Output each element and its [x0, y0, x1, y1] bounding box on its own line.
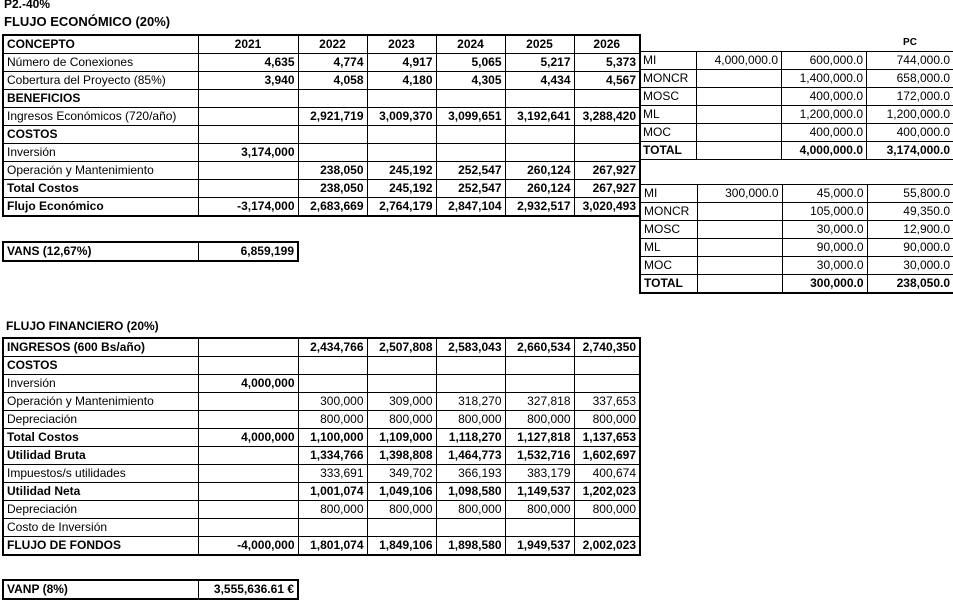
table-row: [3, 180, 640, 198]
table-cell: [198, 162, 298, 180]
table-cell: 2,764,179: [367, 198, 436, 217]
table-cell: 3,174,000.0: [867, 142, 953, 160]
table-cell: [436, 126, 505, 144]
table-row: [3, 537, 640, 556]
table-cell: 3,099,651: [436, 108, 505, 126]
table-row: [640, 257, 953, 275]
table-cell: [574, 375, 640, 393]
table-cell: 300,000.0: [782, 275, 867, 294]
table-cell: 12,900.0: [867, 221, 953, 239]
table-cell: 800,000: [505, 411, 574, 429]
table-cell: 1,100,000: [298, 429, 367, 447]
table-cell: 1,137,653: [574, 429, 640, 447]
table-cell: 4,000,000.0: [782, 142, 867, 160]
table-cell: 300,000.0: [697, 185, 782, 203]
table-cell: [574, 90, 640, 108]
blank-cell: [782, 34, 867, 52]
vans-box: [2, 241, 299, 262]
table-cell: 30,000.0: [782, 257, 867, 275]
row-label: Total Costos: [3, 180, 198, 198]
row-code: TOTAL: [640, 275, 697, 294]
column-header: CONCEPTO: [3, 35, 198, 54]
economic-flow-table: [2, 34, 641, 217]
row-code: MOSC: [640, 221, 697, 239]
table-cell: [697, 142, 782, 160]
row-label: Utilidad Bruta: [3, 447, 198, 465]
table-row: [3, 393, 640, 411]
table-cell: [697, 275, 782, 294]
table-cell: 327,818: [505, 393, 574, 411]
table-cell: 400,000.0: [782, 124, 867, 142]
row-label: INGRESOS (600 Bs/año): [3, 338, 198, 357]
table-row: [3, 108, 640, 126]
table-row: [640, 106, 953, 124]
table-cell: [367, 519, 436, 537]
economic-flow-title: FLUJO ECONÓMICO (20%): [4, 14, 171, 29]
table-cell: 658,000.0: [867, 70, 953, 88]
table-cell: 267,927: [574, 162, 640, 180]
row-code: MI: [640, 52, 697, 70]
table-row: [640, 221, 953, 239]
table-cell: 1,109,000: [367, 429, 436, 447]
table-cell: 4,567: [574, 72, 640, 90]
table-cell: 4,058: [298, 72, 367, 90]
table-cell: 1,334,766: [298, 447, 367, 465]
row-label: Inversión: [3, 375, 198, 393]
table-cell: 1,849,106: [367, 537, 436, 556]
table-cell: [198, 108, 298, 126]
table-cell: 2,660,534: [505, 338, 574, 357]
blank-cell: [697, 34, 782, 52]
table-cell: [436, 519, 505, 537]
table-cell: 5,217: [505, 54, 574, 72]
row-code: MOC: [640, 257, 697, 275]
table-cell: [574, 519, 640, 537]
table-cell: 90,000.0: [782, 239, 867, 257]
table-cell: 1,898,580: [436, 537, 505, 556]
table-row: [3, 72, 640, 90]
table-cell: 267,927: [574, 180, 640, 198]
table-cell: 1,098,580: [436, 483, 505, 501]
table-cell: 1,532,716: [505, 447, 574, 465]
table-cell: [198, 338, 298, 357]
table-cell: 1,001,074: [298, 483, 367, 501]
table-cell: 2,932,517: [505, 198, 574, 217]
table-cell: 1,602,697: [574, 447, 640, 465]
financial-flow-table: [2, 337, 641, 556]
table-cell: 4,000,000: [198, 429, 298, 447]
table-cell: [367, 144, 436, 162]
table-cell: [298, 357, 367, 375]
table-cell: 4,434: [505, 72, 574, 90]
table-cell: 1,464,773: [436, 447, 505, 465]
row-code: MOSC: [640, 88, 697, 106]
table-cell: 2,847,104: [436, 198, 505, 217]
table-row: [3, 338, 640, 357]
table-cell: [505, 519, 574, 537]
table-row: [3, 162, 640, 180]
table-cell: 252,547: [436, 180, 505, 198]
table-cell: 300,000: [298, 393, 367, 411]
table-row: [3, 126, 640, 144]
table-cell: 2,921,719: [298, 108, 367, 126]
table-row: [640, 88, 953, 106]
table-cell: 3,192,641: [505, 108, 574, 126]
row-label: Operación y Mantenimiento: [3, 162, 198, 180]
table-cell: 55,800.0: [867, 185, 953, 203]
table-cell: [367, 126, 436, 144]
table-cell: [436, 144, 505, 162]
row-label: Cobertura del Proyecto (85%): [3, 72, 198, 90]
table-cell: [574, 144, 640, 162]
column-header: 2021: [198, 35, 298, 54]
table-cell: 349,702: [367, 465, 436, 483]
table-row: [3, 519, 640, 537]
table-cell: 1,202,023: [574, 483, 640, 501]
table-cell: 49,350.0: [867, 203, 953, 221]
row-label: Operación y Mantenimiento: [3, 393, 198, 411]
table-cell: 4,774: [298, 54, 367, 72]
table-cell: [436, 90, 505, 108]
table-cell: [697, 221, 782, 239]
row-label: Flujo Económico: [3, 198, 198, 217]
row-label: Inversión: [3, 144, 198, 162]
table-cell: 105,000.0: [782, 203, 867, 221]
table-cell: 800,000: [574, 501, 640, 519]
table-cell: [198, 465, 298, 483]
vanp-value: 3,555,636.61 €: [198, 580, 298, 599]
table-cell: 800,000: [505, 501, 574, 519]
row-code: ML: [640, 239, 697, 257]
table-cell: 5,065: [436, 54, 505, 72]
table-cell: [198, 357, 298, 375]
row-label: Utilidad Neta: [3, 483, 198, 501]
table-cell: 3,020,493: [574, 198, 640, 217]
table-cell: 1,200,000.0: [782, 106, 867, 124]
row-label: Costo de Inversión: [3, 519, 198, 537]
column-header: 2025: [505, 35, 574, 54]
table-cell: 333,691: [298, 465, 367, 483]
table-cell: [198, 180, 298, 198]
table-row: [640, 52, 953, 70]
table-cell: 252,547: [436, 162, 505, 180]
financial-flow-title: FLUJO FINANCIERO (20%): [6, 319, 159, 333]
table-row: [640, 142, 953, 160]
table-row: [640, 239, 953, 257]
row-label: Total Costos: [3, 429, 198, 447]
table-cell: 2,002,023: [574, 537, 640, 556]
table-cell: 1,398,808: [367, 447, 436, 465]
table-cell: [697, 70, 782, 88]
table-cell: 3,940: [198, 72, 298, 90]
table-row: [3, 447, 640, 465]
sheet-title: P2.-40%: [4, 0, 51, 11]
table-cell: 800,000: [367, 501, 436, 519]
table-cell: 383,179: [505, 465, 574, 483]
table-cell: 238,050.0: [867, 275, 953, 294]
table-cell: [697, 239, 782, 257]
cost-breakdown-table-1: [639, 34, 953, 160]
column-header: 2026: [574, 35, 640, 54]
table-cell: 366,193: [436, 465, 505, 483]
table-cell: 3,009,370: [367, 108, 436, 126]
table-row: [3, 429, 640, 447]
table-cell: 1,049,106: [367, 483, 436, 501]
table-cell: [367, 357, 436, 375]
table-row: [640, 185, 953, 203]
table-cell: [298, 144, 367, 162]
row-code: ML: [640, 106, 697, 124]
row-label: Número de Conexiones: [3, 54, 198, 72]
table-cell: 245,192: [367, 162, 436, 180]
row-label: COSTOS: [3, 357, 198, 375]
table-cell: 90,000.0: [867, 239, 953, 257]
table-cell: 318,270: [436, 393, 505, 411]
table-cell: [198, 501, 298, 519]
row-code: MOC: [640, 124, 697, 142]
table-cell: [198, 393, 298, 411]
table-cell: [697, 124, 782, 142]
table-row: [3, 483, 640, 501]
table-row: [3, 54, 640, 72]
table-cell: 238,050: [298, 162, 367, 180]
table-cell: [697, 106, 782, 124]
table-cell: 1,127,818: [505, 429, 574, 447]
vans-label: VANS (12,67%): [3, 242, 198, 261]
table-cell: 800,000: [367, 411, 436, 429]
cost-breakdown-table-2: [639, 184, 953, 294]
table-cell: [697, 257, 782, 275]
table-cell: 1,118,270: [436, 429, 505, 447]
table-cell: [198, 126, 298, 144]
table-cell: [367, 90, 436, 108]
table-cell: [697, 88, 782, 106]
table-cell: 800,000: [436, 411, 505, 429]
table-cell: 3,174,000: [198, 144, 298, 162]
table-cell: 260,124: [505, 162, 574, 180]
table-row: [3, 90, 640, 108]
table-row: [640, 70, 953, 88]
table-cell: 800,000: [298, 501, 367, 519]
column-header: 2022: [298, 35, 367, 54]
table-cell: [198, 519, 298, 537]
table-row: [640, 203, 953, 221]
table-cell: 400,674: [574, 465, 640, 483]
row-label: Ingresos Económicos (720/año): [3, 108, 198, 126]
table-cell: 800,000: [574, 411, 640, 429]
row-label: FLUJO DE FONDOS: [3, 537, 198, 556]
table-cell: -4,000,000: [198, 537, 298, 556]
table-cell: [298, 519, 367, 537]
table-cell: 1,200,000.0: [867, 106, 953, 124]
table-cell: 337,653: [574, 393, 640, 411]
table-cell: 4,635: [198, 54, 298, 72]
table-cell: 400,000.0: [782, 88, 867, 106]
table-cell: [198, 411, 298, 429]
table-row: [3, 198, 640, 217]
table-cell: 400,000.0: [867, 124, 953, 142]
table-cell: 2,683,669: [298, 198, 367, 217]
table-cell: 4,917: [367, 54, 436, 72]
table-cell: [436, 357, 505, 375]
table-cell: 1,400,000.0: [782, 70, 867, 88]
table-row: [3, 144, 640, 162]
row-code: TOTAL: [640, 142, 697, 160]
vans-value: 6,859,199: [198, 242, 298, 261]
table-row: [640, 124, 953, 142]
table-header-row: [3, 35, 640, 54]
table-cell: 30,000.0: [867, 257, 953, 275]
table-cell: 45,000.0: [782, 185, 867, 203]
row-label: BENEFICIOS: [3, 90, 198, 108]
table-cell: 1,149,537: [505, 483, 574, 501]
pc-header: PC: [903, 37, 917, 48]
row-label: Depreciación: [3, 411, 198, 429]
row-label: Depreciación: [3, 501, 198, 519]
table-cell: 4,000,000: [198, 375, 298, 393]
table-cell: -3,174,000: [198, 198, 298, 217]
table-cell: [298, 90, 367, 108]
row-label: COSTOS: [3, 126, 198, 144]
table-cell: [574, 357, 640, 375]
table-cell: 2,583,043: [436, 338, 505, 357]
table-row: [3, 375, 640, 393]
row-code: MONCR: [640, 70, 697, 88]
table-cell: 800,000: [436, 501, 505, 519]
blank-cell: [640, 34, 697, 52]
table-cell: [505, 126, 574, 144]
table-cell: 245,192: [367, 180, 436, 198]
table-cell: 238,050: [298, 180, 367, 198]
vanp-label: VANP (8%): [3, 580, 198, 599]
table-cell: 309,000: [367, 393, 436, 411]
table-cell: 2,740,350: [574, 338, 640, 357]
table-row: [3, 357, 640, 375]
table-cell: 172,000.0: [867, 88, 953, 106]
row-label: Impuestos/s utilidades: [3, 465, 198, 483]
table-row: [640, 275, 953, 294]
table-cell: 260,124: [505, 180, 574, 198]
table-cell: 4,000,000.0: [697, 52, 782, 70]
column-header: 2023: [367, 35, 436, 54]
table-cell: [505, 90, 574, 108]
table-row: [3, 501, 640, 519]
row-code: MONCR: [640, 203, 697, 221]
table-cell: [198, 483, 298, 501]
table-cell: 600,000.0: [782, 52, 867, 70]
table-cell: 800,000: [298, 411, 367, 429]
table-cell: [298, 126, 367, 144]
table-cell: 1,949,537: [505, 537, 574, 556]
table-cell: [505, 375, 574, 393]
table-cell: 4,180: [367, 72, 436, 90]
table-cell: [298, 375, 367, 393]
table-cell: [367, 375, 436, 393]
table-cell: [198, 90, 298, 108]
row-code: MI: [640, 185, 697, 203]
table-cell: 3,288,420: [574, 108, 640, 126]
column-header: 2024: [436, 35, 505, 54]
table-row: [3, 465, 640, 483]
table-cell: 1,801,074: [298, 537, 367, 556]
table-cell: [436, 375, 505, 393]
table-cell: [505, 144, 574, 162]
table-cell: 30,000.0: [782, 221, 867, 239]
table-row: [3, 411, 640, 429]
table-header-row: [640, 34, 953, 52]
table-cell: [697, 203, 782, 221]
vanp-box: [2, 579, 299, 600]
table-cell: 744,000.0: [867, 52, 953, 70]
table-cell: [574, 126, 640, 144]
table-cell: 2,507,808: [367, 338, 436, 357]
table-cell: 4,305: [436, 72, 505, 90]
table-cell: [198, 447, 298, 465]
table-cell: 5,373: [574, 54, 640, 72]
table-cell: [505, 357, 574, 375]
table-cell: 2,434,766: [298, 338, 367, 357]
